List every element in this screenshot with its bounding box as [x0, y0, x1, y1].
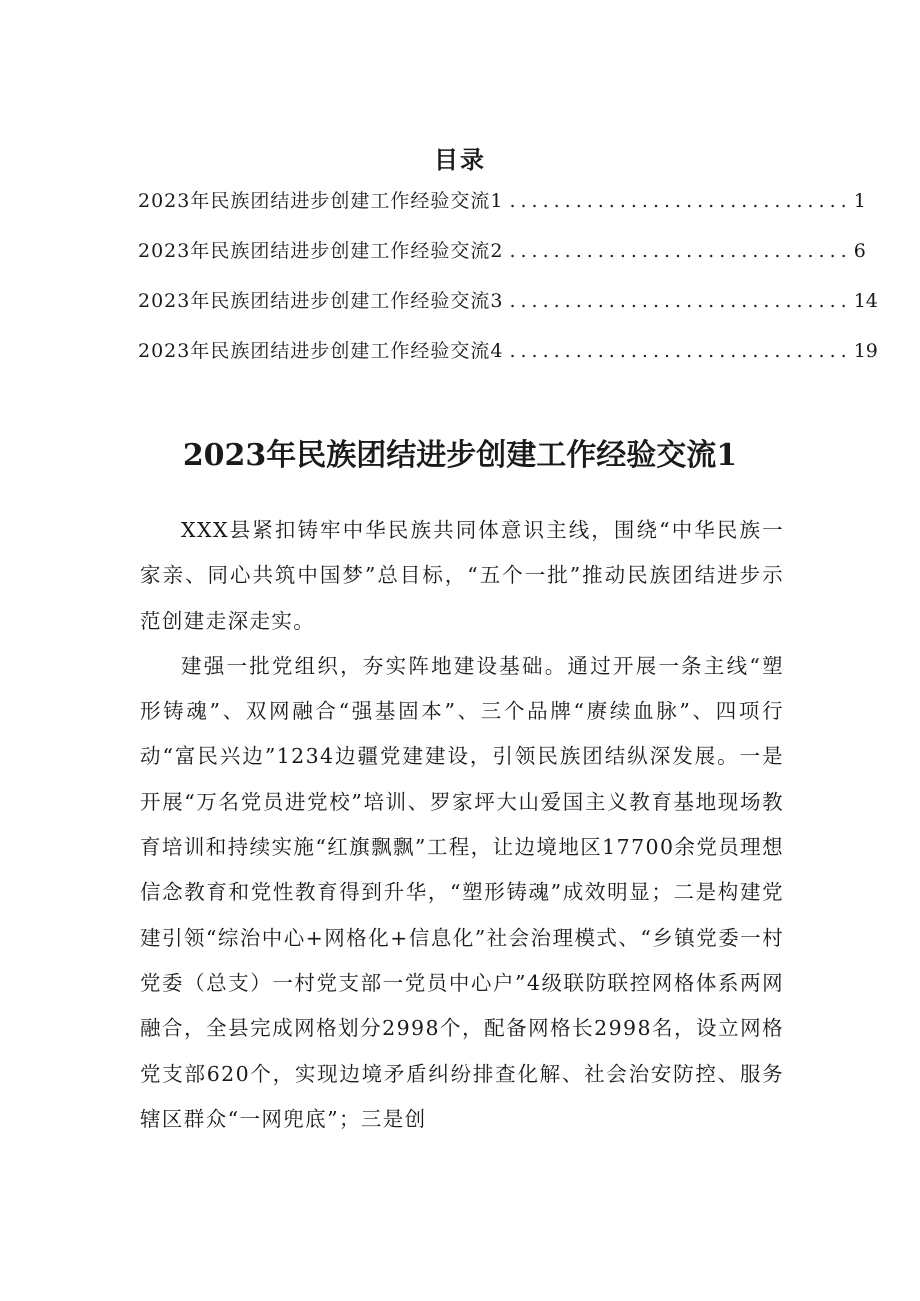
toc-entry[interactable] [138, 176, 866, 226]
toc-leader-dots: ............................... [509, 190, 852, 212]
toc-entry-title: 2023年民族团结进步创建工作经验交流2 [138, 240, 504, 262]
article-body [140, 508, 784, 1142]
paragraph: 建强一批党组织，夯实阵地建设基础。通过开展一条主线“塑形铸魂”、双网融合“强基固本”、三个品牌“赓续血脉”、四项行动“富民兴边”1234边疆党建建设，引领民族团结纵深发展。一是开展“万名党员进党校”培训、罗家坪大山爱国主义教育基地现场教育培训和持续实施“红旗飘飘”工程，让边境地区17700余党员理想信念教育和党性教育得到升华，“塑形铸魂”成效明显；二是构建党建引领“综治中心+网格化+信息化”社会治理模式、“乡镇党委一村党委（总支）一村党支部一党员中心户”4级联防联控网格体系两网融合，全县完成网格划分2998个，配备网格长2998名，设立网格党支部620个，实现边境矛盾纠纷排查化解、社会治安防控、服务辖区群众“一网兜底”；三是创 [140, 653, 784, 1131]
paragraph: XXX县紧扣铸牢中华民族共同体意识主线，围绕“中华民族一家亲、同心共筑中国梦”总目标，“五个一批”推动民族团结进步示范创建走深走实。 [140, 518, 784, 633]
toc-leader-dots: ............................... [509, 290, 852, 312]
toc-entry[interactable] [138, 226, 866, 276]
toc-entry-title: 2023年民族团结进步创建工作经验交流1 [138, 190, 504, 212]
toc-entry[interactable] [138, 276, 878, 326]
toc-entry-page: 1 [853, 190, 866, 212]
toc-leader-dots: ............................... [509, 240, 852, 262]
toc-entry-title: 2023年民族团结进步创建工作经验交流3 [138, 290, 504, 312]
toc-entry-page: 6 [853, 240, 866, 262]
table-of-contents [138, 176, 878, 376]
toc-entry[interactable] [138, 326, 878, 376]
toc-entry-page: 19 [853, 340, 878, 362]
article-title: 2023年民族团结进步创建工作经验交流1 [182, 438, 738, 473]
toc-leader-dots: ............................... [509, 340, 852, 362]
toc-entry-page: 14 [853, 290, 878, 312]
toc-entry-title: 2023年民族团结进步创建工作经验交流4 [138, 340, 504, 362]
toc-heading: 目录 [434, 146, 486, 174]
